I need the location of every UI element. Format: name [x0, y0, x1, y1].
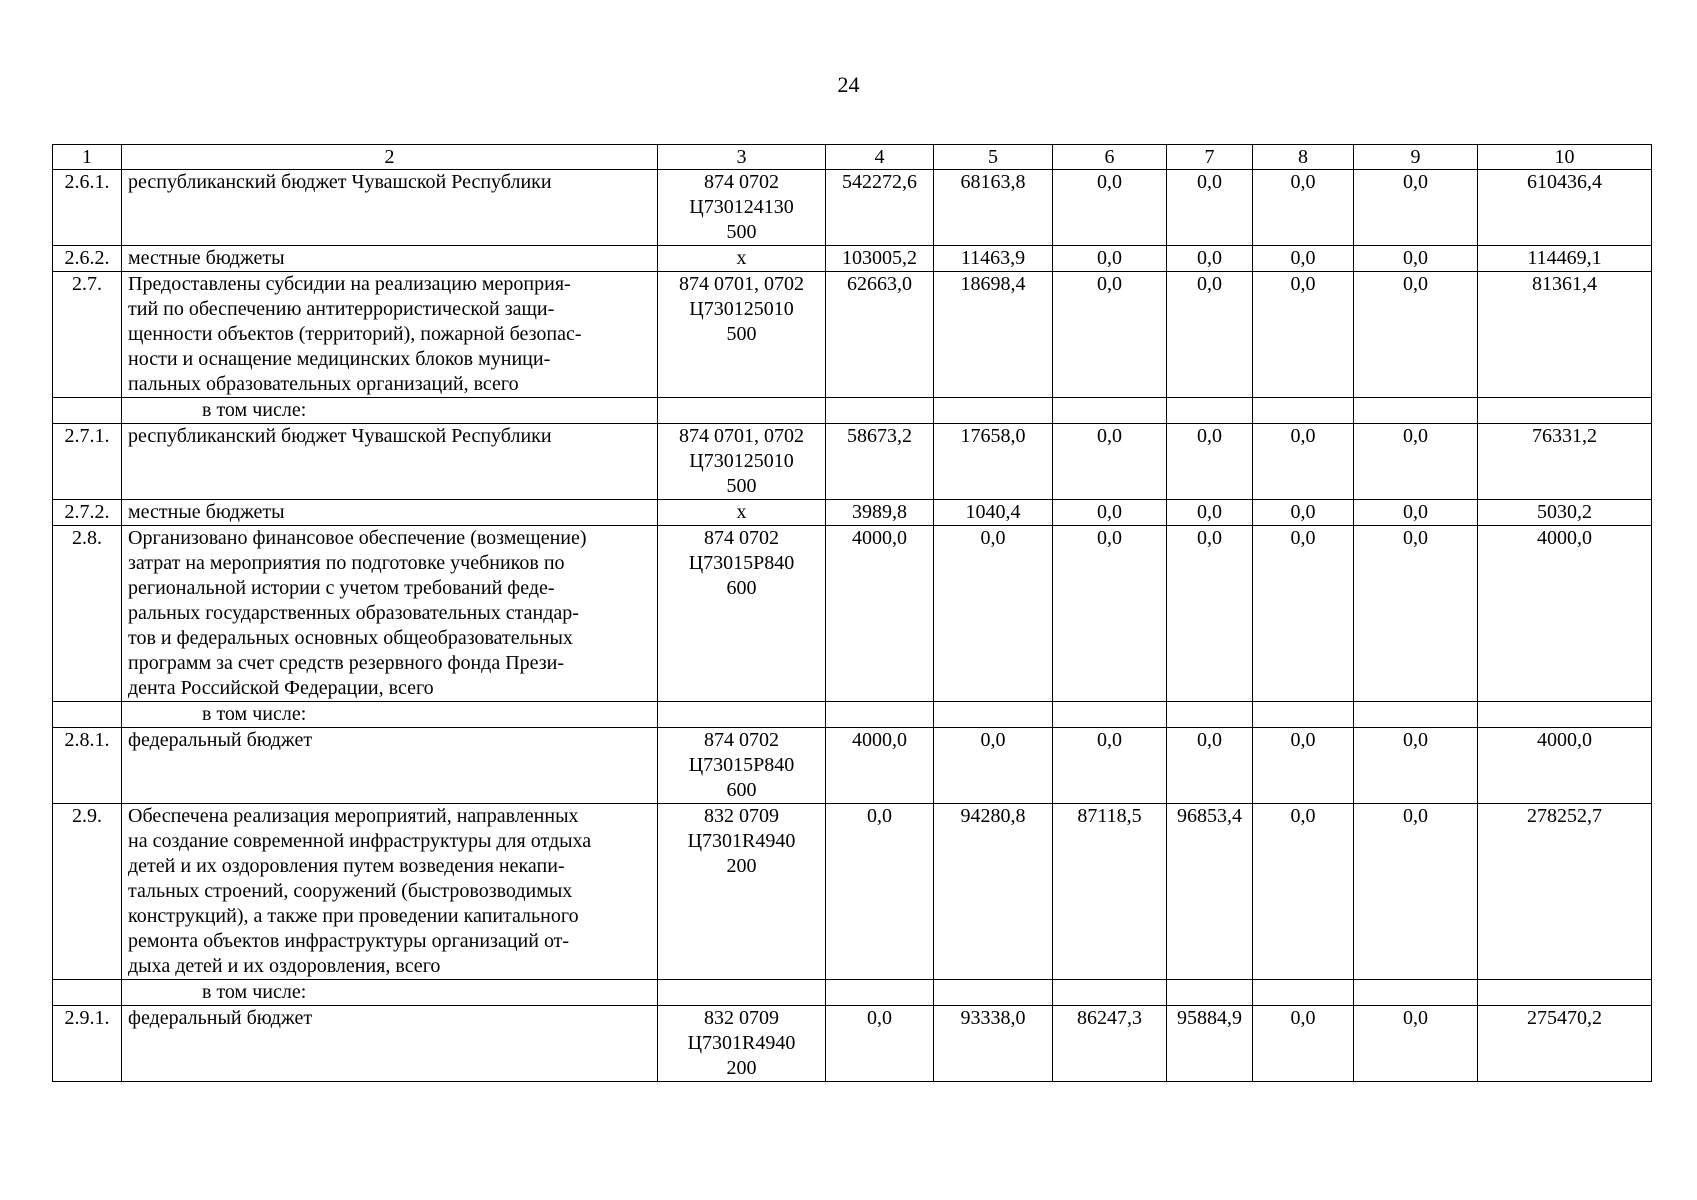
value-cell: 0,0	[1253, 246, 1354, 272]
code-line: 200	[726, 1057, 757, 1079]
value-cell	[1167, 980, 1253, 1006]
description-line: конструкций), а также при проведении капитального	[128, 905, 579, 927]
row-description	[122, 804, 658, 980]
row-description	[122, 728, 658, 804]
value-cell: 62663,0	[826, 272, 934, 398]
row-number: 2.7.	[53, 272, 122, 398]
description-line: республиканский бюджет Чувашской Республики	[128, 171, 552, 193]
subheading-label: в том числе:	[122, 702, 658, 728]
code-line: 200	[726, 855, 757, 877]
description-line: ности и оснащение медицинских блоков муници-	[128, 348, 551, 370]
code-line: 874 0701, 0702	[679, 273, 804, 295]
value-cell: 95884,9	[1167, 1006, 1253, 1082]
value-cell	[1478, 980, 1652, 1006]
value-cell	[1354, 702, 1478, 728]
description-line: дента Российской Федерации, всего	[128, 677, 434, 699]
column-header: 4	[826, 145, 934, 170]
description-line: ремонта объектов инфраструктуры организаций от-	[128, 930, 570, 952]
value-cell: 0,0	[826, 804, 934, 980]
value-cell: 0,0	[1354, 170, 1478, 246]
code-line: 832 0709	[704, 1007, 779, 1029]
column-header-row	[53, 145, 1652, 170]
row-number: 2.6.2.	[53, 246, 122, 272]
value-cell	[826, 398, 934, 424]
value-cell	[934, 980, 1053, 1006]
value-cell	[1354, 398, 1478, 424]
code-line: Ц730124130	[689, 196, 794, 218]
value-cell: 0,0	[1053, 500, 1167, 526]
code-line: 832 0709	[704, 805, 779, 827]
row-number	[53, 980, 122, 1006]
code-line: Ц7301R4940	[687, 830, 796, 852]
column-header: 8	[1253, 145, 1354, 170]
code-line: 500	[726, 323, 757, 345]
value-cell: 81361,4	[1478, 272, 1652, 398]
budget-code	[658, 702, 826, 728]
value-cell: 0,0	[1053, 272, 1167, 398]
value-cell	[1167, 702, 1253, 728]
description-line: дыха детей и их оздоровления, всего	[128, 955, 441, 977]
value-cell: 0,0	[1253, 424, 1354, 500]
value-cell: 0,0	[1053, 424, 1167, 500]
budget-code	[658, 272, 826, 398]
value-cell: 0,0	[1167, 272, 1253, 398]
table-row	[53, 398, 1652, 424]
value-cell: 0,0	[1053, 246, 1167, 272]
table-row	[53, 702, 1652, 728]
code-line: х	[736, 247, 747, 269]
value-cell	[1253, 702, 1354, 728]
value-cell: 0,0	[1167, 424, 1253, 500]
value-cell: 4000,0	[1478, 728, 1652, 804]
row-number: 2.9.1.	[53, 1006, 122, 1082]
description-line: Организовано финансовое обеспечение (возмещение)	[128, 527, 587, 549]
value-cell: 0,0	[1354, 272, 1478, 398]
table-row	[53, 500, 1652, 526]
description-line: на создание современной инфраструктуры для отдыха	[128, 830, 592, 852]
page-number: 24	[837, 72, 860, 97]
code-line: 500	[726, 221, 757, 243]
column-header: 7	[1167, 145, 1253, 170]
code-line: Ц7301R4940	[687, 1032, 796, 1054]
description-line: пальных образовательных организаций, всего	[128, 373, 519, 395]
value-cell: 86247,3	[1053, 1006, 1167, 1082]
description-line: Предоставлены субсидии на реализацию мероприя-	[128, 273, 571, 295]
value-cell: 17658,0	[934, 424, 1053, 500]
value-cell	[1253, 398, 1354, 424]
row-number: 2.7.1.	[53, 424, 122, 500]
value-cell: 11463,9	[934, 246, 1053, 272]
value-cell: 0,0	[1354, 1006, 1478, 1082]
budget-code	[658, 728, 826, 804]
value-cell: 0,0	[1354, 500, 1478, 526]
row-description	[122, 500, 658, 526]
description-line: щенности объектов (территорий), пожарной безопас-	[128, 323, 582, 345]
budget-code	[658, 398, 826, 424]
value-cell: 4000,0	[1478, 526, 1652, 702]
value-cell	[1167, 398, 1253, 424]
value-cell: 5030,2	[1478, 500, 1652, 526]
row-description	[122, 526, 658, 702]
budget-code	[658, 424, 826, 500]
value-cell: 0,0	[1253, 1006, 1354, 1082]
value-cell: 0,0	[1253, 728, 1354, 804]
row-description	[122, 170, 658, 246]
value-cell: 275470,2	[1478, 1006, 1652, 1082]
value-cell	[1053, 398, 1167, 424]
value-cell: 3989,8	[826, 500, 934, 526]
budget-code	[658, 526, 826, 702]
budget-code	[658, 1006, 826, 1082]
value-cell: 0,0	[1253, 272, 1354, 398]
value-cell: 0,0	[1053, 170, 1167, 246]
table-row	[53, 728, 1652, 804]
value-cell: 0,0	[1053, 728, 1167, 804]
value-cell	[826, 702, 934, 728]
value-cell: 278252,7	[1478, 804, 1652, 980]
code-line: 874 0702	[704, 527, 779, 549]
description-line: местные бюджеты	[128, 501, 285, 523]
description-line: детей и их оздоровления путем возведения некапи-	[128, 855, 565, 877]
value-cell: 0,0	[1354, 804, 1478, 980]
value-cell: 0,0	[1167, 170, 1253, 246]
row-description	[122, 424, 658, 500]
row-number: 2.6.1.	[53, 170, 122, 246]
description-line: программ за счет средств резервного фонда Прези-	[128, 652, 565, 674]
value-cell: 0,0	[934, 526, 1053, 702]
value-cell: 0,0	[1354, 424, 1478, 500]
table-row	[53, 1006, 1652, 1082]
budget-code	[658, 804, 826, 980]
description-line: местные бюджеты	[128, 247, 285, 269]
value-cell: 610436,4	[1478, 170, 1652, 246]
value-cell: 0,0	[1253, 526, 1354, 702]
value-cell: 0,0	[1354, 526, 1478, 702]
value-cell: 0,0	[1167, 526, 1253, 702]
column-header: 6	[1053, 145, 1167, 170]
value-cell: 0,0	[1167, 246, 1253, 272]
table-row	[53, 246, 1652, 272]
subheading-label: в том числе:	[122, 980, 658, 1006]
value-cell: 0,0	[1354, 728, 1478, 804]
value-cell	[1053, 702, 1167, 728]
description-line: ральных государственных образовательных стандар-	[128, 602, 579, 624]
column-header: 3	[658, 145, 826, 170]
row-description	[122, 246, 658, 272]
column-header: 9	[1354, 145, 1478, 170]
table-row	[53, 804, 1652, 980]
column-header: 10	[1478, 145, 1652, 170]
row-number: 2.8.	[53, 526, 122, 702]
value-cell: 0,0	[1167, 500, 1253, 526]
value-cell	[1253, 980, 1354, 1006]
code-line: 874 0702	[704, 729, 779, 751]
value-cell: 0,0	[1053, 526, 1167, 702]
value-cell: 1040,4	[934, 500, 1053, 526]
row-description	[122, 1006, 658, 1082]
value-cell: 58673,2	[826, 424, 934, 500]
code-line: Ц730125010	[689, 298, 794, 320]
description-line: тий по обеспечению антитеррористической защи-	[128, 298, 555, 320]
description-line: тов и федеральных основных общеобразовательных	[128, 627, 573, 649]
value-cell: 4000,0	[826, 526, 934, 702]
description-line: региональной истории с учетом требований феде-	[128, 577, 555, 599]
value-cell: 0,0	[1167, 728, 1253, 804]
table-row	[53, 170, 1652, 246]
value-cell	[934, 398, 1053, 424]
code-line: 874 0702	[704, 171, 779, 193]
budget-code	[658, 170, 826, 246]
column-header: 1	[53, 145, 122, 170]
value-cell	[1053, 980, 1167, 1006]
value-cell: 542272,6	[826, 170, 934, 246]
value-cell: 0,0	[934, 728, 1053, 804]
column-header: 5	[934, 145, 1053, 170]
row-description	[122, 272, 658, 398]
code-line: 874 0701, 0702	[679, 425, 804, 447]
description-line: федеральный бюджет	[128, 729, 313, 751]
row-number: 2.7.2.	[53, 500, 122, 526]
table-row	[53, 980, 1652, 1006]
value-cell: 93338,0	[934, 1006, 1053, 1082]
value-cell	[826, 980, 934, 1006]
value-cell: 103005,2	[826, 246, 934, 272]
code-line: 500	[726, 475, 757, 497]
code-line: 600	[726, 577, 757, 599]
value-cell: 0,0	[1354, 246, 1478, 272]
description-line: федеральный бюджет	[128, 1007, 313, 1029]
code-line: 600	[726, 779, 757, 801]
value-cell: 68163,8	[934, 170, 1053, 246]
row-number: 2.9.	[53, 804, 122, 980]
value-cell	[1478, 398, 1652, 424]
row-number: 2.8.1.	[53, 728, 122, 804]
budget-code	[658, 980, 826, 1006]
budget-code	[658, 246, 826, 272]
table-row	[53, 424, 1652, 500]
subheading-label: в том числе:	[122, 398, 658, 424]
value-cell: 4000,0	[826, 728, 934, 804]
value-cell: 0,0	[1253, 500, 1354, 526]
code-line: Ц73015Р840	[688, 754, 795, 776]
description-line: тальных строений, сооружений (быстровозводимых	[128, 880, 573, 902]
value-cell	[1354, 980, 1478, 1006]
description-line: Обеспечена реализация мероприятий, направленных	[128, 805, 579, 827]
table-row	[53, 272, 1652, 398]
description-line: республиканский бюджет Чувашской Республики	[128, 425, 552, 447]
value-cell: 76331,2	[1478, 424, 1652, 500]
value-cell: 94280,8	[934, 804, 1053, 980]
value-cell: 96853,4	[1167, 804, 1253, 980]
row-number	[53, 398, 122, 424]
value-cell	[934, 702, 1053, 728]
code-line: х	[736, 501, 747, 523]
description-line: затрат на мероприятия по подготовке учебников по	[128, 552, 565, 574]
value-cell: 0,0	[1253, 170, 1354, 246]
code-line: Ц730125010	[689, 450, 794, 472]
row-number	[53, 702, 122, 728]
budget-table	[52, 144, 1652, 1082]
value-cell: 114469,1	[1478, 246, 1652, 272]
column-header: 2	[122, 145, 658, 170]
value-cell: 0,0	[826, 1006, 934, 1082]
table-row	[53, 526, 1652, 702]
value-cell: 0,0	[1253, 804, 1354, 980]
value-cell	[1478, 702, 1652, 728]
value-cell: 18698,4	[934, 272, 1053, 398]
budget-code	[658, 500, 826, 526]
value-cell: 87118,5	[1053, 804, 1167, 980]
code-line: Ц73015Р840	[688, 552, 795, 574]
